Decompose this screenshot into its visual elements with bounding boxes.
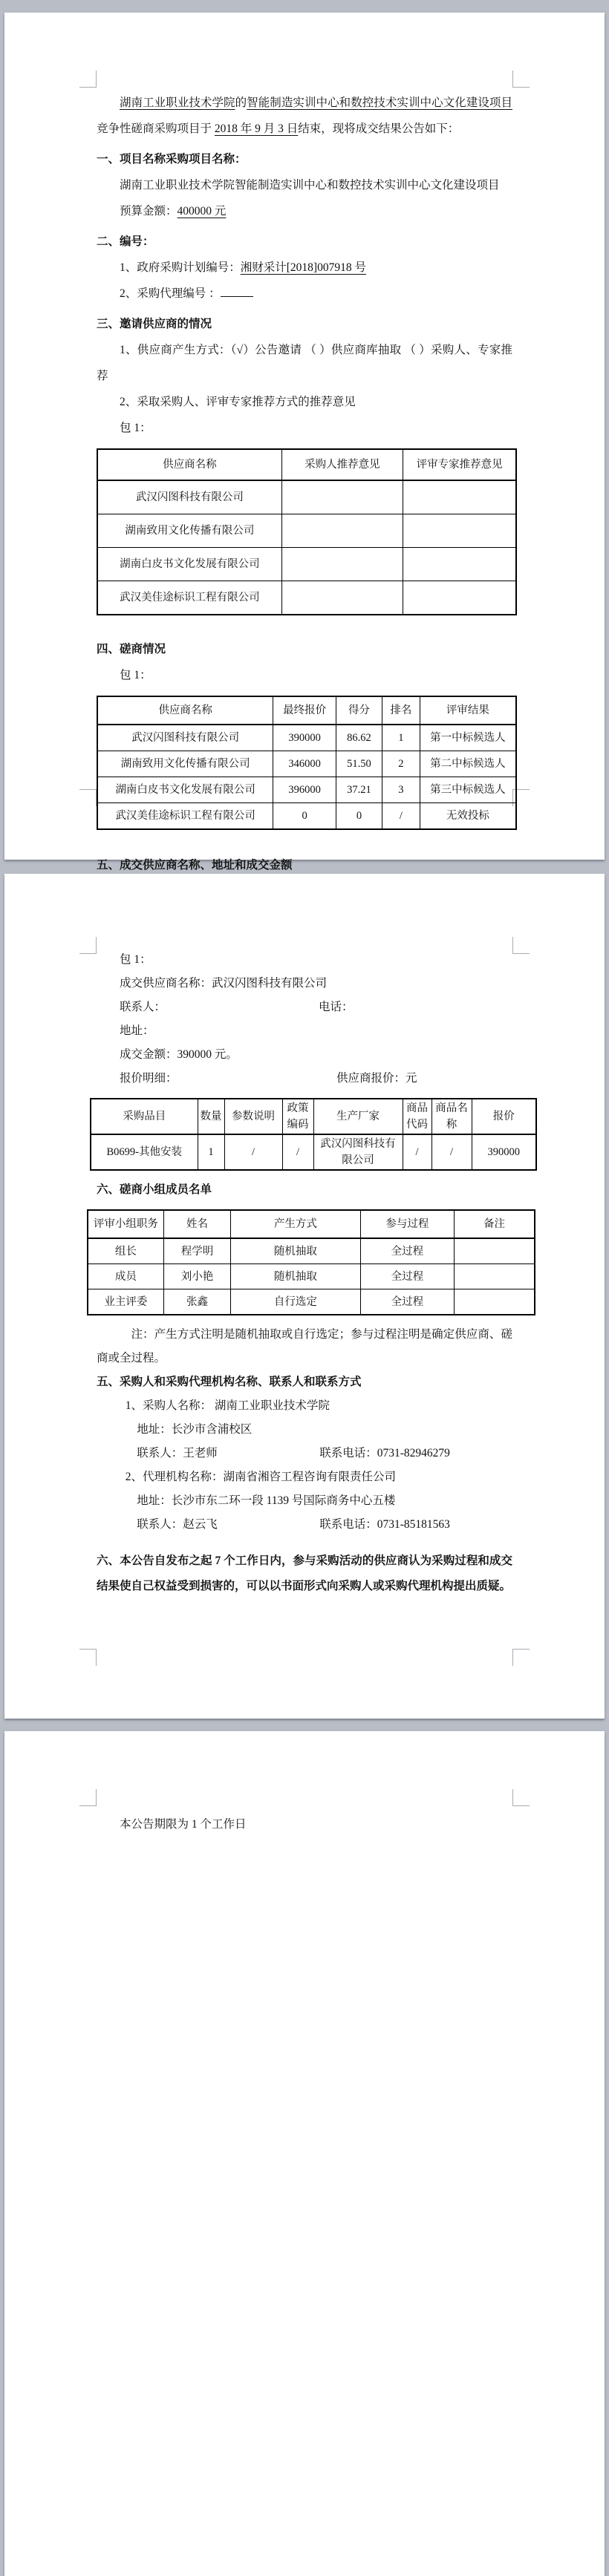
table-row: 湖南致用文化传播有限公司 346000 51.50 2 第二中标候选人 [97, 751, 516, 777]
page-1 [4, 13, 605, 872]
section-6b-heading: 六、本公告自发布之起 7 个工作日内，参与采购活动的供应商认为采购过程和成交结果使自己权益受到损害的，可以以书面形式向采购人或采购代理机构提出质疑。 [97, 1554, 512, 1592]
table-header-row [97, 696, 516, 725]
table-header-row [88, 1210, 535, 1238]
address-line: 地址： [120, 1024, 154, 1037]
plan-number-value: 湘财采计[2018]007918 号 [240, 261, 366, 274]
col-header: 采购人推荐意见 [281, 449, 403, 480]
validity-line: 本公告期限为 1 个工作日 [120, 1818, 247, 1831]
page-3 [4, 1731, 605, 2576]
section-3-heading: 三、邀请供应商的情况 [97, 318, 212, 330]
col-header: 采购品目 [91, 1099, 198, 1134]
recommend-method-line: 2、采取采购人、评审专家推荐方式的推荐意见 [120, 396, 356, 408]
col-header: 姓名 [163, 1210, 230, 1238]
agency-number-line: 2、采购代理编号 ： [97, 281, 512, 307]
amount-line: 成交金额：390000 元。 [120, 1048, 238, 1061]
budget-value: 400000 元 [177, 205, 227, 218]
section-5-heading: 五、成交供应商名称、地址和成交金额 [97, 859, 293, 872]
margin-corner-mark [512, 1789, 530, 1806]
table-row: 武汉美佳途标识工程有限公司 [97, 581, 516, 615]
section-4-heading: 四、磋商情况 [97, 643, 166, 656]
intro-end-date: 2018 年 9 月 3 日 [214, 122, 299, 135]
col-header: 报价 [472, 1099, 536, 1134]
col-header: 数量 [198, 1099, 224, 1134]
page-2-content [93, 948, 520, 1610]
table-row: 湖南白皮书文化发展有限公司 [97, 548, 516, 581]
col-header: 参与过程 [360, 1210, 454, 1238]
agent-address-line: 地址：长沙市东二环一段 1139 号国际商务中心五楼 [137, 1494, 396, 1507]
table-row: 武汉美佳途标识工程有限公司 0 0 / 无效投标 [97, 803, 516, 830]
col-header: 参数说明 [224, 1099, 282, 1134]
margin-corner-mark [79, 789, 97, 806]
margin-corner-mark [79, 937, 97, 954]
col-header: 供应商名称 [97, 696, 273, 725]
section-5b-heading: 五、采购人和采购代理机构名称、联系人和联系方式 [97, 1376, 362, 1388]
col-header: 政策编码 [282, 1099, 313, 1134]
page-3-content [97, 1811, 512, 1837]
contact-phone-line: 联系人： 电话： [120, 1001, 354, 1013]
table-header-row [97, 449, 516, 480]
col-header: 评审专家推荐意见 [403, 449, 516, 480]
col-header: 供应商名称 [97, 449, 281, 480]
page-1-content [97, 90, 512, 878]
buyer-address-line: 地址：长沙市含浦校区 [137, 1423, 253, 1436]
buyer-contact-line: 联系人：王老师 联系电话：0731-82946279 [137, 1447, 450, 1459]
margin-corner-mark [512, 71, 530, 88]
margin-corner-mark [79, 71, 97, 88]
invited-suppliers-table [97, 448, 517, 615]
table-row: B0699-其他安装 1 / / 武汉闪图科技有限公司 / / 390000 [91, 1134, 536, 1170]
col-header: 商品名称 [431, 1099, 472, 1134]
col-header: 产生方式 [231, 1210, 361, 1238]
col-header: 生产厂家 [313, 1099, 403, 1134]
plan-number-line: 1、政府采购计划编号：湘财采计[2018]007918 号 [120, 261, 366, 274]
budget-line: 预算金额：400000 元 [120, 205, 227, 218]
quote-detail-table [90, 1098, 537, 1171]
table-row: 组长 程学明 随机抽取 全过程 [88, 1238, 535, 1264]
col-header: 最终报价 [273, 696, 336, 725]
margin-corner-mark [512, 937, 530, 954]
margin-corner-mark [79, 1649, 97, 1666]
buyer-name-line: 1、采购人名称： 湖南工业职业技术学院 [125, 1399, 330, 1412]
package-label: 包 1： [120, 422, 152, 434]
table-row: 成员 刘小艳 随机抽取 全过程 [88, 1264, 535, 1289]
page-2 [4, 874, 605, 1719]
winner-line: 成交供应商名称：武汉闪图科技有限公司 [120, 977, 328, 990]
intro-project-name: 智能制造实训中心和数控技术实训中心文化建设项目 [247, 97, 512, 109]
group-note: 注：产生方式注明是随机抽取或自行选定；参与过程注明是确定供应商、磋商或全过程。 [97, 1328, 512, 1364]
table-row: 业主评委 张鑫 自行选定 全过程 [88, 1289, 535, 1315]
col-header: 备注 [455, 1210, 535, 1238]
table-row: 湖南致用文化传播有限公司 [97, 514, 516, 548]
col-header: 评审小组职务 [88, 1210, 163, 1238]
table-header-row [91, 1099, 536, 1134]
section-6-heading: 六、磋商小组成员名单 [97, 1183, 212, 1196]
col-header: 商品代码 [403, 1099, 431, 1134]
col-header: 得分 [336, 696, 382, 725]
agent-name-line: 2、代理机构名称：湖南省湘咨工程咨询有限责任公司 [125, 1471, 397, 1483]
negotiation-group-table [87, 1209, 535, 1315]
table-row: 武汉闪图科技有限公司 390000 86.62 1 第一中标候选人 [97, 725, 516, 751]
package-label: 包 1： [120, 669, 152, 681]
intro-paragraph: 湖南工业职业技术学院的智能制造实训中心和数控技术实训中心文化建设项目 竞争性磋商采购项目于 2018 年 9 月 3 日结束，现将成交结果公告如下： [97, 97, 512, 135]
col-header: 评审结果 [420, 696, 516, 725]
margin-corner-mark [512, 1649, 530, 1666]
section-2-heading: 二、编号： [97, 235, 154, 248]
intro-buyer-name: 湖南工业职业技术学院 [120, 97, 235, 109]
col-header: 排名 [382, 696, 420, 725]
package-label: 包 1： [120, 953, 152, 966]
table-row: 武汉闪图科技有限公司 [97, 480, 516, 514]
supplier-source-line: 1、供应商产生方式：（√）公告邀请 （ ）供应商库抽取 （ ）采购人、专家推荐 [97, 344, 512, 382]
agent-contact-line: 联系人：赵云飞 联系电话：0731-85181563 [137, 1518, 450, 1531]
quote-detail-line: 报价明细： 供应商报价：元 [120, 1072, 417, 1085]
table-row: 湖南白皮书文化发展有限公司 396000 37.21 3 第三中标候选人 [97, 777, 516, 803]
negotiation-result-table [97, 696, 517, 830]
blank-underline [221, 285, 253, 298]
project-name: 湖南工业职业技术学院智能制造实训中心和数控技术实训中心文化建设项目 [120, 179, 500, 192]
margin-corner-mark [79, 1789, 97, 1806]
section-1-heading: 一、项目名称采购项目名称： [97, 153, 247, 166]
